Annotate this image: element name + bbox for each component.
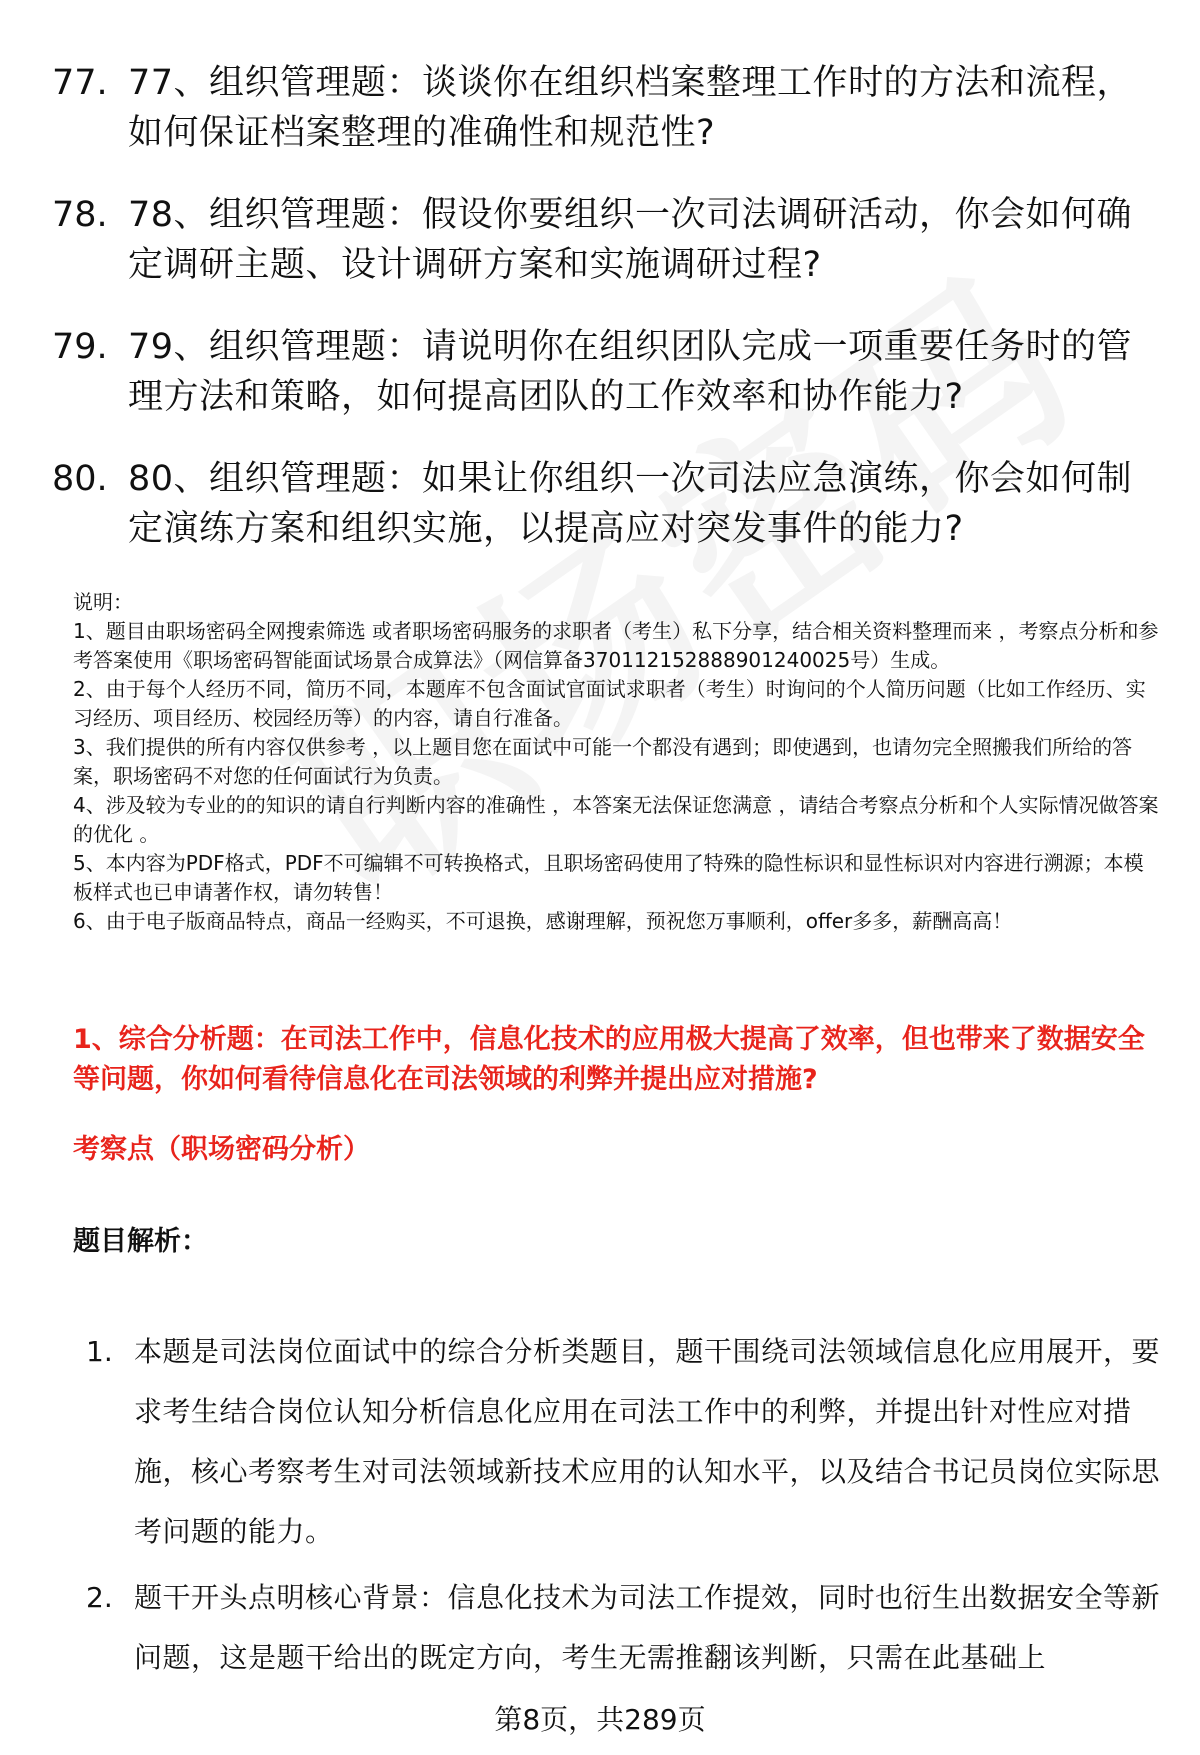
exam-point-heading: 考察点（职场密码分析） <box>73 1134 370 1165</box>
question-item <box>52 190 1162 290</box>
note-item: 5、本内容为PDF格式，PDF不可编辑不可转换格式，且职场密码使用了特殊的隐性标识和显性标识对内容进行溯源；本模板样式也已申请著作权，请勿转售！ <box>73 851 1144 904</box>
analysis-item <box>80 1322 1160 1562</box>
note-item: 3、我们提供的所有内容仅供参考 ，以上题目您在面试中可能一个都没有遇到；即使遇到，也请勿完全照搬我们所给的答案，职场密码不对您的任何面试行为负责。 <box>73 735 1133 788</box>
question-number: 77. <box>52 63 108 103</box>
note-item: 2、由于每个人经历不同，简历不同，本题库不包含面试官面试求职者（考生）时询问的个人简历问题（比如工作经历、实习经历、项目经历、校园经历等）的内容，请自行准备。 <box>73 677 1146 730</box>
question-item <box>52 454 1162 554</box>
question-text: 79、组织管理题：请说明你在组织团队完成一项重要任务时的管理方法和策略，如何提高团队的工作效率和协作能力? <box>128 327 1133 417</box>
analysis-item <box>80 1568 1160 1688</box>
question-item <box>52 322 1162 422</box>
note-item: 4、涉及较为专业的的知识的请自行判断内容的准确性 ，本答案无法保证您满意 ，请结合考察点分析和个人实际情况做答案的优化 。 <box>73 793 1159 846</box>
notes-title: 说明： <box>73 590 133 614</box>
analysis-number: 1. <box>86 1335 113 1368</box>
analysis-text: 本题是司法岗位面试中的综合分析类题目，题干围绕司法领域信息化应用展开，要求考生结合岗位认知分析信息化应用在司法工作中的利弊，并提出针对性应对措施，核心考察考生对司法领域新技术应用的认知水平，以及结合书记员岗位实际思考问题的能力。 <box>134 1335 1161 1548</box>
page-footer: 第8页，共289页 <box>494 1703 706 1736</box>
question-heading: 1、综合分析题：在司法工作中，信息化技术的应用极大提高了效率，但也带来了数据安全等问题，你如何看待信息化在司法领域的利弊并提出应对措施? <box>73 1024 1145 1095</box>
question-text: 78、组织管理题：假设你要组织一次司法调研活动，你会如何确定调研主题、设计调研方案和实施调研过程? <box>128 195 1133 285</box>
question-item <box>52 58 1162 158</box>
question-number: 80. <box>52 459 108 499</box>
question-text: 80、组织管理题：如果让你组织一次司法应急演练，你会如何制定演练方案和组织实施，以提高应对突发事件的能力? <box>128 459 1133 549</box>
analysis-label: 题目解析： <box>73 1226 208 1257</box>
analysis-list <box>80 1322 1160 1694</box>
note-item: 1、题目由职场密码全网搜索筛选 或者职场密码服务的求职者（考生）私下分享，结合相关资料整理而来 ，考察点分析和参考答案使用《职场密码智能面试场景合成算法》（网信算备370112152888901240025号）生成。 <box>73 619 1159 672</box>
question-number: 79. <box>52 327 108 367</box>
question-text: 77、组织管理题：谈谈你在组织档案整理工作时的方法和流程，如何保证档案整理的准确性和规范性? <box>128 63 1133 153</box>
note-item: 6、由于电子版商品特点，商品一经购买，不可退换，感谢理解，预祝您万事顺利，offer多多，薪酬高高！ <box>73 909 1013 933</box>
notes-section <box>73 588 1163 936</box>
question-list <box>52 58 1162 586</box>
analysis-text: 题干开头点明核心背景：信息化技术为司法工作提效，同时也衍生出数据安全等新问题，这是题干给出的既定方向，考生无需推翻该判断，只需在此基础上 <box>134 1581 1161 1674</box>
question-number: 78. <box>52 195 108 235</box>
analysis-number: 2. <box>86 1581 113 1614</box>
